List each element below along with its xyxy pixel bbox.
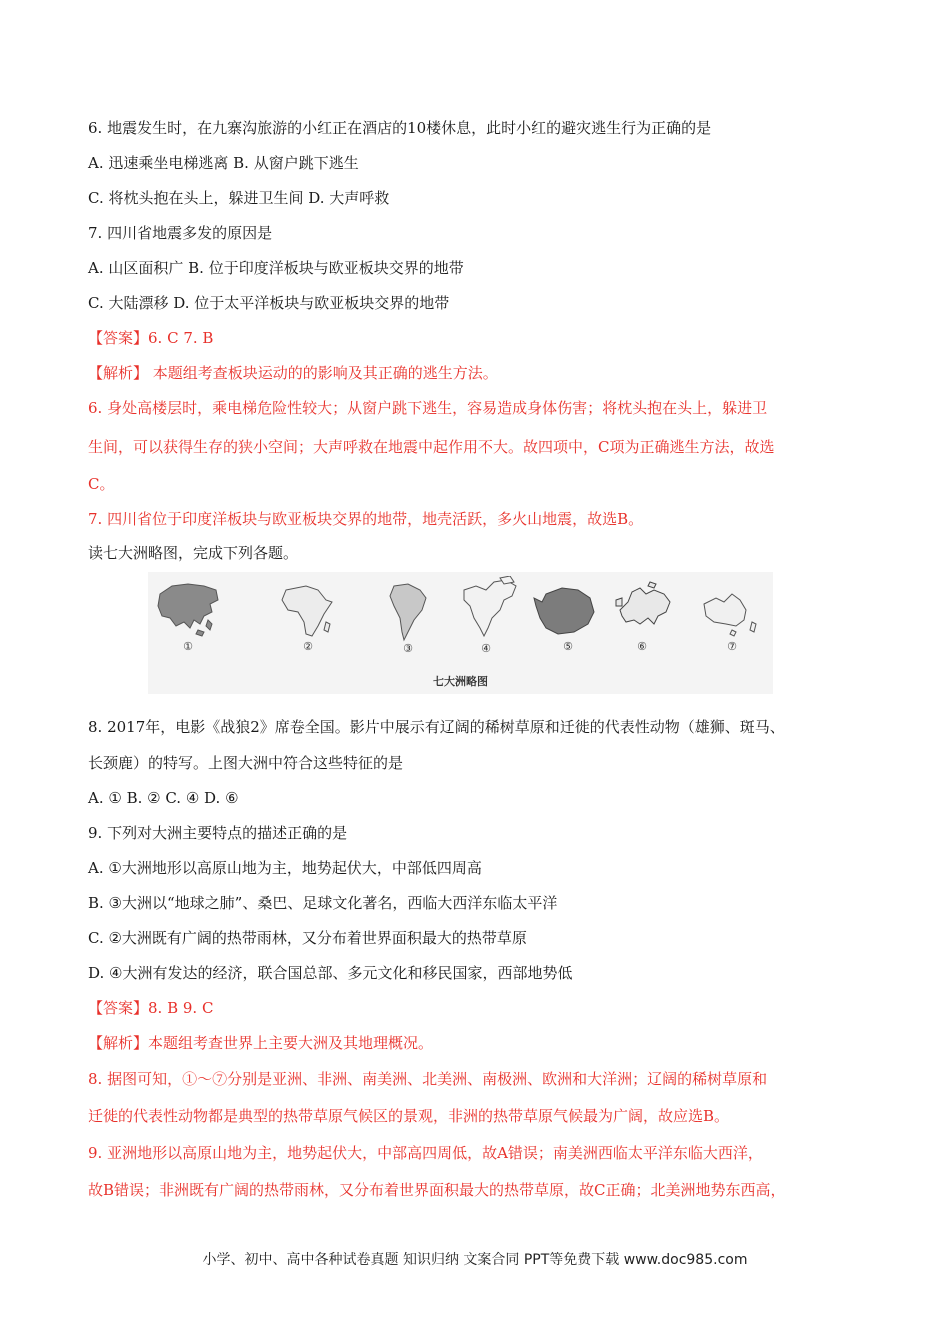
asia-map-icon xyxy=(154,580,222,640)
africa-map-icon xyxy=(276,582,336,640)
question-6-options-cd: C. 将枕头抱在头上，躲进卫生间 D. 大声呼救 xyxy=(88,189,390,207)
continent-label-7: ⑦ xyxy=(727,640,737,653)
continent-label-6: ⑥ xyxy=(637,640,647,653)
answer-8-9: 【答案】8. B 9. C xyxy=(88,999,214,1017)
question-7-options-cd: C. 大陆漂移 D. 位于太平洋板块与欧亚板块交界的地带 xyxy=(88,294,450,312)
continent-label-3: ③ xyxy=(403,642,413,655)
figure-intro: 读七大洲略图，完成下列各题。 xyxy=(88,544,299,562)
question-9-option-d: D. ④大洲有发达的经济，联合国总部、多元文化和移民国家，西部地势低 xyxy=(88,964,573,982)
analysis-8-line-2: 迁徙的代表性动物都是典型的热带草原气候区的景观，非洲的热带草原气候最为广阔，故应选B。 xyxy=(88,1107,730,1125)
continents-figure xyxy=(148,572,773,694)
question-9-option-b: B. ③大洲以“地球之肺”、桑巴、足球文化著名，西临大西洋东临太平洋 xyxy=(88,894,558,912)
analysis-6-7-intro: 【解析】 本题组考查板块运动的的影响及其正确的逃生方法。 xyxy=(88,364,498,382)
oceania-map-icon xyxy=(696,584,762,640)
question-8-stem-line-1: 8. 2017年，电影《战狼2》席卷全国。影片中展示有辽阔的稀树草原和迁徙的代表性动物（雄狮、斑马、 xyxy=(88,718,785,736)
question-8-options: A. ① B. ② C. ④ D. ⑥ xyxy=(88,789,239,807)
north-america-map-icon xyxy=(460,576,520,642)
question-9-option-a: A. ①大洲地形以高原山地为主，地势起伏大，中部低四周高 xyxy=(88,859,482,877)
continent-label-5: ⑤ xyxy=(563,640,573,653)
continent-label-1: ① xyxy=(183,640,193,653)
analysis-9-line-1: 9. 亚洲地形以高原山地为主，地势起伏大，中部高四周低，故A错误；南美洲西临太平洋东临大西洋， xyxy=(88,1144,763,1162)
europe-map-icon xyxy=(610,580,674,636)
question-6-options-ab: A. 迅速乘坐电梯逃离 B. 从窗户跳下逃生 xyxy=(88,154,359,172)
south-america-map-icon xyxy=(386,580,430,644)
analysis-6-line-2: 生间，可以获得生存的狭小空间；大声呼救在地震中起作用不大。故四项中，C项为正确逃生方法，故选 xyxy=(88,438,775,456)
question-7-options-ab: A. 山区面积广 B. 位于印度洋板块与欧亚板块交界的地带 xyxy=(88,259,464,277)
question-9-stem: 9. 下列对大洲主要特点的描述正确的是 xyxy=(88,824,348,842)
question-7-stem: 7. 四川省地震多发的原因是 xyxy=(88,224,273,242)
analysis-9-line-2: 故B错误；非洲既有广阔的热带雨林，又分布着世界面积最大的热带草原，故C正确；北美洲地势东西高， xyxy=(88,1181,786,1199)
answer-6-7: 【答案】6. C 7. B xyxy=(88,329,214,347)
analysis-8-9-intro: 【解析】本题组考查世界上主要大洲及其地理概况。 xyxy=(88,1034,434,1052)
analysis-8-line-1: 8. 据图可知，①～⑦分别是亚洲、非洲、南美洲、北美洲、南极洲、欧洲和大洋洲；辽阔的稀树草原和 xyxy=(88,1070,768,1088)
question-9-option-c: C. ②大洲既有广阔的热带雨林，又分布着世界面积最大的热带草原 xyxy=(88,929,527,947)
figure-caption: 七大洲略图 xyxy=(433,675,488,688)
analysis-7: 7. 四川省位于印度洋板块与欧亚板块交界的地带，地壳活跃，多火山地震，故选B。 xyxy=(88,510,644,528)
continent-label-2: ② xyxy=(303,640,313,653)
question-6-stem: 6. 地震发生时，在九寨沟旅游的小红正在酒店的10楼休息，此时小红的避灾逃生行为正确的是 xyxy=(88,119,712,137)
antarctica-map-icon xyxy=(532,584,598,640)
question-8-stem-line-2: 长颈鹿）的特写。上图大洲中符合这些特征的是 xyxy=(88,754,404,772)
analysis-6-line-3: C。 xyxy=(88,475,115,493)
analysis-6-line-1: 6. 身处高楼层时，乘电梯危险性较大；从窗户跳下逃生，容易造成身体伤害；将枕头抱在头上，躲进卫 xyxy=(88,399,768,417)
page-footer: 小学、初中、高中各种试卷真题 知识归纳 文案合同 PPT等免费下载 www.doc985.com xyxy=(202,1252,748,1268)
continent-label-4: ④ xyxy=(481,642,491,655)
